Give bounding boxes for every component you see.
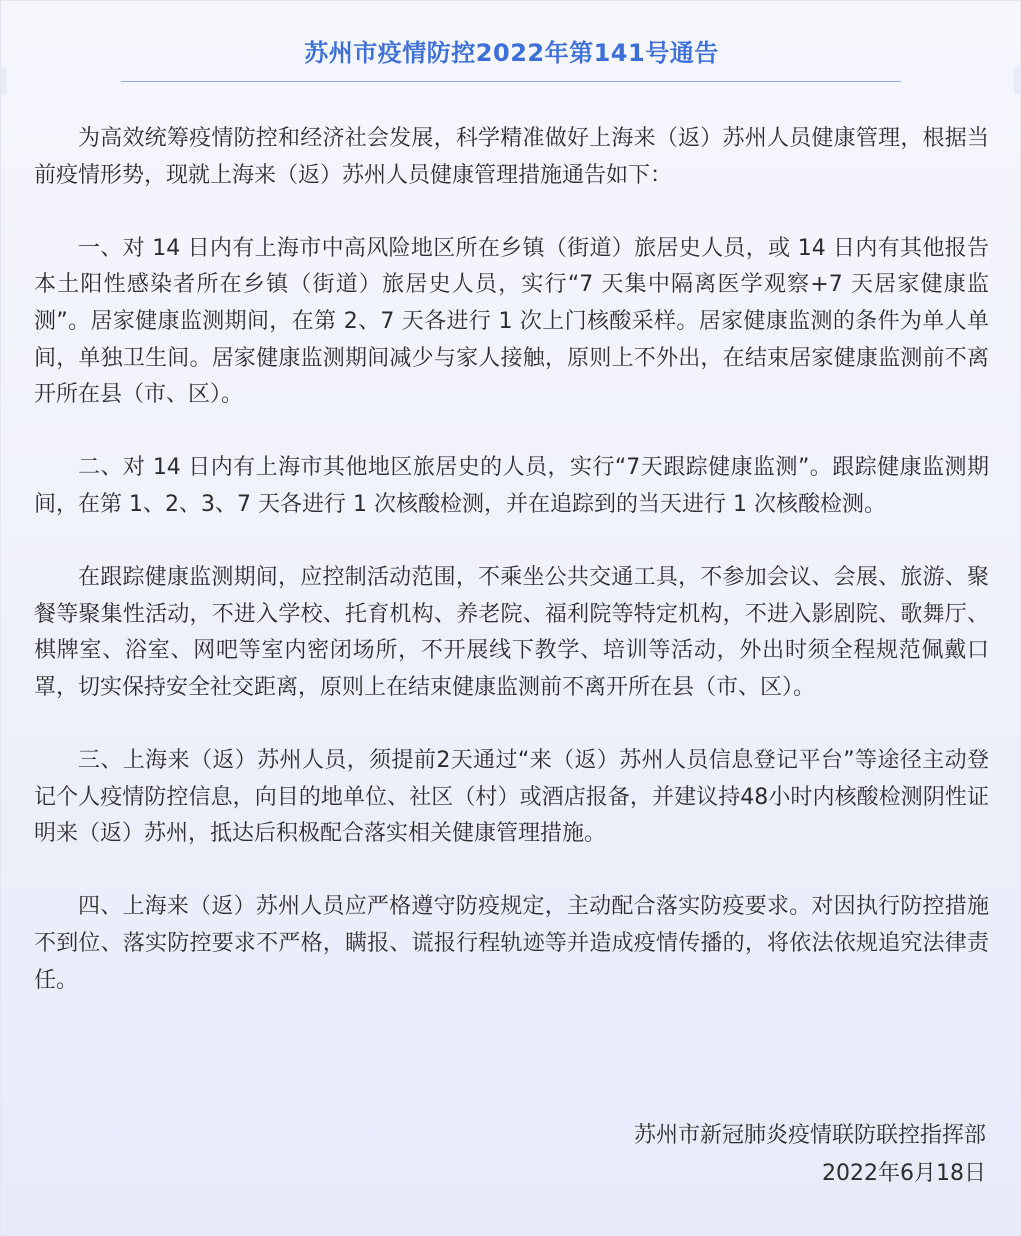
signature-block <box>634 1117 986 1193</box>
left-edge-notch <box>1 67 7 95</box>
issue-date: 2022年6月18日 <box>822 1161 986 1186</box>
issuer-name: 苏州市新冠肺炎疫情联防联控指挥部 <box>633 1123 986 1148</box>
measure-two-paragraph: 二、对 14 日内有上海市其他地区旅居史的人员，实行“7天跟踪健康监测”。跟踪健康监测期间，在第 1、2、3、7 天各进行 1 次核酸检测，并在追踪到的当天进行 1 次核酸检测。 <box>34 455 989 517</box>
notice-title: 苏州市疫情防控2022年第141号通告 <box>304 39 719 67</box>
monitoring-rules-paragraph: 在跟踪健康监测期间，应控制活动范围，不乘坐公共交通工具，不参加会议、会展、旅游、聚餐等聚集性活动，不进入学校、托育机构、养老院、福利院等特定机构，不进入影剧院、歌舞厅、棋牌室、浴室、网吧等室内密闭场所，不开展线下教学、培训等活动，外出时须全程规范佩戴口罩，切实保持安全社交距离，原则上在结束健康监测前不离开所在县（市、区）。 <box>34 565 989 700</box>
notice-body <box>34 121 989 1036</box>
title-divider <box>121 81 901 82</box>
right-edge-notch <box>1014 67 1020 95</box>
measure-three-paragraph: 三、上海来（返）苏州人员，须提前2天通过“来（返）苏州人员信息登记平台”等途径主动登记个人疫情防控信息，向目的地单位、社区（村）或酒店报备，并建议持48小时内核酸检测阴性证明来（返）苏州，抵达后积极配合落实相关健康管理措施。 <box>34 748 989 847</box>
measure-one-paragraph: 一、对 14 日内有上海市中高风险地区所在乡镇（街道）旅居史人员，或 14 日内有其他报告本土阳性感染者所在乡镇（街道）旅居史人员，实行“7 天集中隔离医学观察+7 天居家健康监测”。居家健康监测期间，在第 2、7 天各进行 1 次上门核酸采样。居家健康监测的条件为单人单间，单独卫生间。居家健康监测期间减少与家人接触，原则上不外出，在结束居家健康监测前不离开所在县（市、区）。 <box>34 235 989 408</box>
intro-paragraph: 为高效统筹疫情防控和经济社会发展，科学精准做好上海来（返）苏州人员健康管理，根据当前疫情形势，现就上海来（返）苏州人员健康管理措施通告如下： <box>34 126 989 188</box>
measure-four-paragraph: 四、上海来（返）苏州人员应严格遵守防疫规定，主动配合落实防疫要求。对因执行防控措施不到位、落实防控要求不严格，瞒报、谎报行程轨迹等并造成疫情传播的，将依法依规追究法律责任。 <box>34 894 989 993</box>
